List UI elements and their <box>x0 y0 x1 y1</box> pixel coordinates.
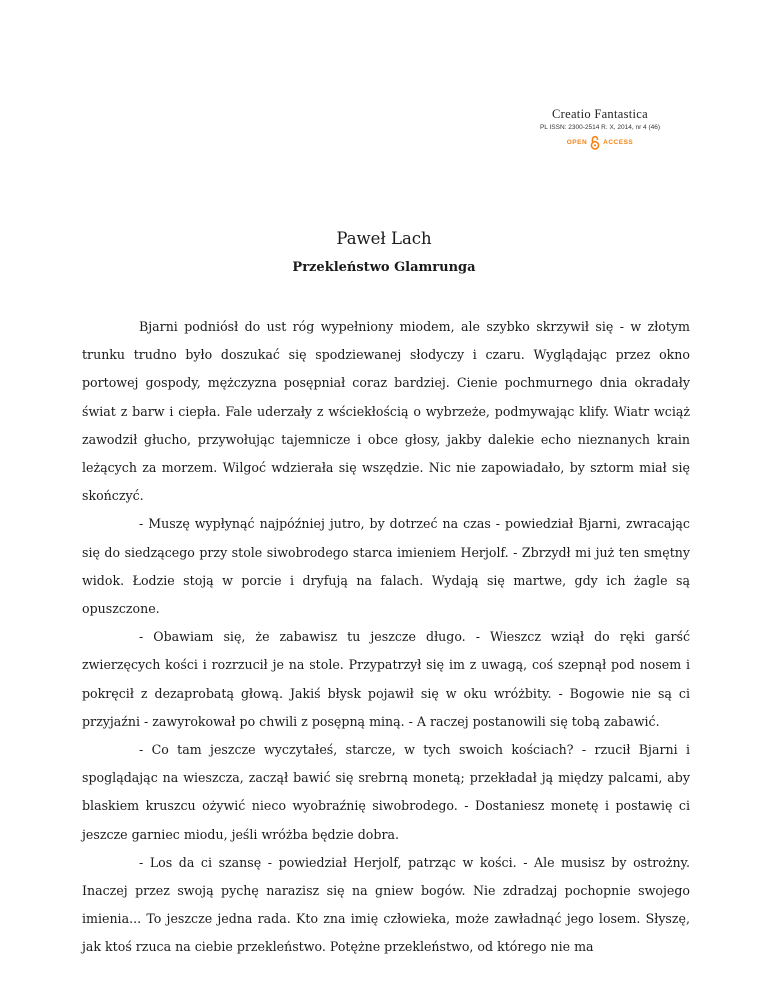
paragraph: - Los da ci szansę - powiedział Herjolf, patrząc w kości. - Ale musisz by ostrożny. Inaczej przez swoją pychę narazisz się na gniew bogów. Nie zdradzaj pochopnie swojego imienia... To jeszcze jedna rada. Kto zna imię człowieka, może zawładnąć jego losem. Słyszę, jak ktoś rzuca na ciebie przekleństwo. Potężne przekleństwo, od którego nie ma <box>82 854 690 955</box>
open-access-label-open: OPEN <box>566 139 588 146</box>
journal-header <box>490 107 710 150</box>
journal-issn: PL ISSN: 2300-2514 R. X, 2014, nr 4 (46) <box>539 124 661 131</box>
paragraph: Bjarni podniósł do ust róg wypełniony miodem, ale szybko skrzywił się - w złotym trunku trudno było doszukać się spodziewanej słodyczy i czaru. Wyglądając przez okno portowej gospody, mężczyzna posępniał coraz bardziej. Cienie pochmurnego dnia okradały świat z barw i ciepła. Fale uderzały z wściekłością o wybrzeże, podmywając klify. Wiatr wciąż zawodził głucho, przywołując tajemnicze i obce głosy, jakby dalekie echo nieznanych krain leżących za morzem. Wilgoć wdzierała się wszędzie. Nic nie zapowiadało, by sztorm miał się skończyć. <box>82 319 690 504</box>
story-title: Przekleństwo Glamrunga <box>292 260 476 275</box>
open-access-lock-icon <box>590 135 600 150</box>
open-access-logo <box>490 135 710 150</box>
open-access-label-access: ACCESS <box>603 139 634 146</box>
paragraph: - Co tam jeszcze wyczytałeś, starcze, w tych swoich kościach? - rzucił Bjarni i spoglądając na wieszcza, zaczął bawić się srebrną monetą; przekładał ją między palcami, aby blaskiem kruszcu ożywić nieco wyobraźnię siwobrodego. - Dostaniesz monetę i postawię ci jeszcze garniec miodu, jeśli wróżba będzie dobra. <box>82 742 690 842</box>
paragraph: - Obawiam się, że zabawisz tu jeszcze długo. - Wieszcz wziął do ręki garść zwierzęcych kości i rozrzucił je na stole. Przypatrzył się im z uwagą, coś szepnął pod nosem i pokręcił z dezaprobatą głową. Jakiś błysk pojawił się w oku wróżbity. - Bogowie nie są ci przyjaźni - zawyrokował po chwili z posępną miną. - A raczej postanowili się tobą zabawić. <box>82 629 690 729</box>
journal-title: Creatio Fantastica <box>552 107 648 121</box>
paragraph: - Muszę wypłynąć najpóźniej jutro, by dotrzeć na czas - powiedział Bjarni, zwracając się do siedzącego przy stole siwobrodego starca imieniem Herjolf. - Zbrzydł mi już ten smętny widok. Łodzie stoją w porcie i dryfują na falach. Wydają się martwe, gdy ich żagle są opuszczone. <box>82 516 690 617</box>
story-body <box>82 313 690 962</box>
author-name: Paweł Lach <box>336 229 432 248</box>
